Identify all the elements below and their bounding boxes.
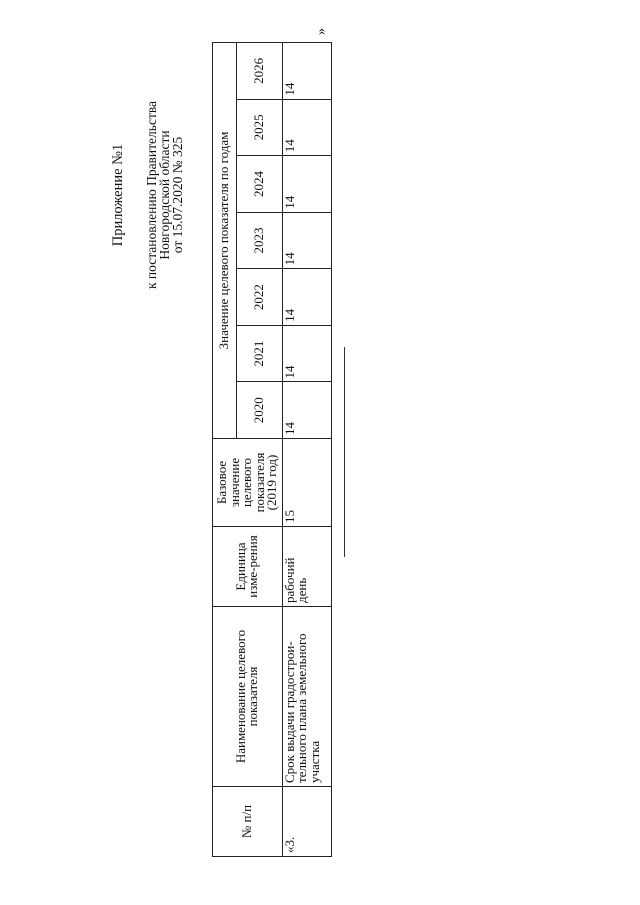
- document-header: [112, 45, 184, 345]
- header-line-1: к постановлению Правительства: [144, 100, 159, 290]
- row-value: 14: [282, 43, 331, 100]
- indicator-table: [212, 42, 332, 857]
- header-num: № п/п: [213, 787, 283, 857]
- row-value: 14: [282, 212, 331, 269]
- header-base: Базовое значение целевого показателя (2019 год): [213, 439, 283, 527]
- row-unit: рабочий день: [282, 527, 331, 607]
- year-cell: 2025: [236, 99, 282, 156]
- row-value: 14: [282, 382, 331, 439]
- header-unit: Единица изме-рения: [213, 527, 283, 607]
- row-value: 14: [282, 99, 331, 156]
- row-num: «3.: [282, 787, 331, 857]
- table-header-row: [213, 43, 237, 857]
- table-row: [282, 43, 331, 857]
- header-line-3: от 15.07.2020 № 325: [170, 136, 185, 254]
- year-cell: 2020: [236, 382, 282, 439]
- row-value: 14: [282, 269, 331, 326]
- header-line-2: Новгородской области: [157, 130, 172, 260]
- year-cell: 2023: [236, 212, 282, 269]
- year-cell: 2024: [236, 156, 282, 213]
- signature-rule: [344, 347, 345, 557]
- header-values-group: Значение целевого показателя по годам: [213, 43, 237, 439]
- year-cell: 2026: [236, 43, 282, 100]
- row-base: 15: [282, 439, 331, 527]
- appendix-title: Приложение №1: [110, 143, 126, 247]
- row-value: 14: [282, 156, 331, 213]
- year-cell: 2021: [236, 325, 282, 382]
- closing-quote: »: [314, 28, 329, 35]
- row-name: Срок выдачи градострои-тельного плана земельного участка: [282, 607, 331, 787]
- row-value: 14: [282, 325, 331, 382]
- header-name: Наименование целевого показателя: [213, 607, 283, 787]
- year-cell: 2022: [236, 269, 282, 326]
